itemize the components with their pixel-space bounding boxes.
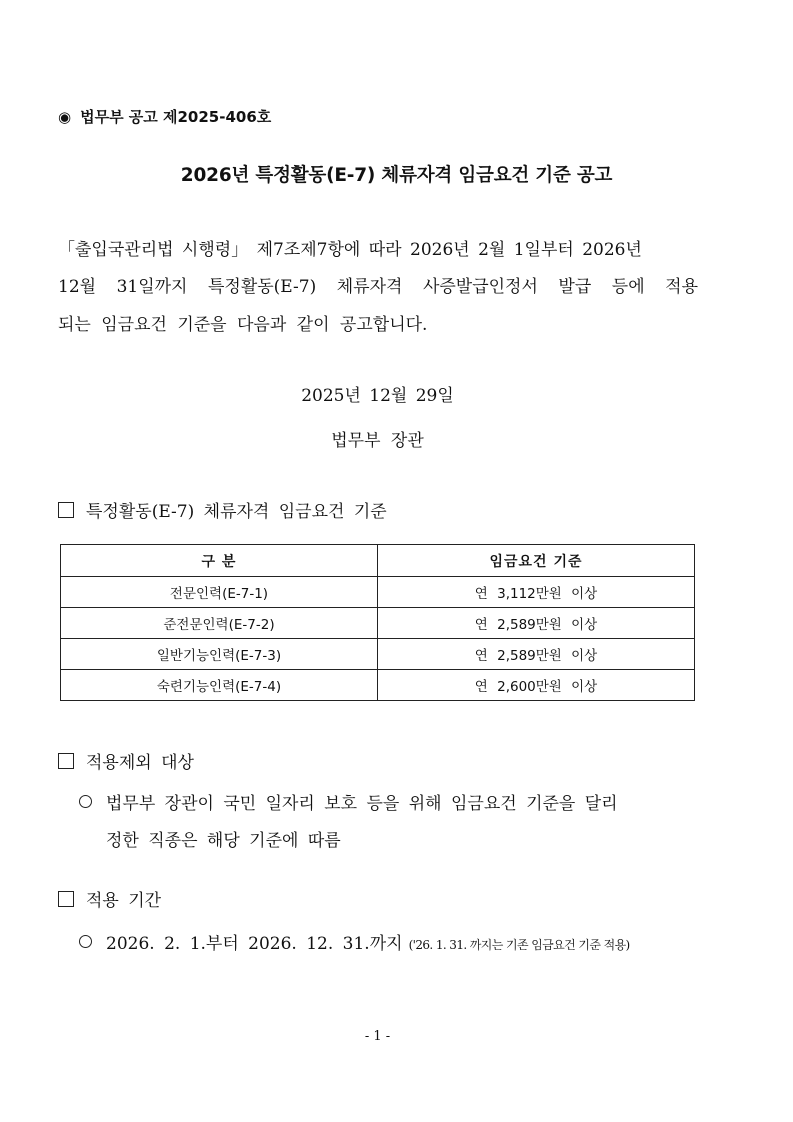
table-row [61, 670, 695, 701]
checkbox-square-icon [58, 753, 74, 769]
document-title: 2026년 특정활동(E-7) 체류자격 임금요건 기준 공고 [180, 165, 613, 186]
intro-line-1: 「출입국관리법 시행령」 제7조제7항에 따라 2026년 2월 1일부터 2026년 [58, 240, 642, 260]
row-category: 준전문인력(E-7-2) [61, 608, 378, 639]
exemption-bullet [79, 789, 618, 814]
notice-number [58, 106, 271, 127]
row-category: 숙련기능인력(E-7-4) [61, 670, 378, 701]
wage-criteria-table [60, 544, 695, 701]
row-requirement: 연 2,589만원 이상 [378, 639, 695, 670]
table-row [61, 639, 695, 670]
circle-bullet-icon [79, 935, 92, 948]
notice-date: 2025년 12월 29일 [301, 386, 454, 406]
intro-line-2: 12월 31일까지 특정활동(E-7) 체류자격 사증발급인정서 발급 등에 적용 [58, 277, 698, 297]
exemption-text-line-2: 정한 직종은 해당 기준에 따름 [106, 831, 341, 851]
row-requirement: 연 2,589만원 이상 [378, 608, 695, 639]
header-requirement: 임금요건 기준 [378, 545, 695, 577]
intro-line-3: 되는 임금요건 기준을 다음과 같이 공고합니다. [58, 315, 428, 335]
table-header-row [61, 545, 695, 577]
page-number: - 1 - [364, 1029, 391, 1044]
exemption-text-line-1: 법무부 장관이 국민 일자리 보호 등을 위해 임금요건 기준을 달리 [106, 794, 618, 814]
notice-number-text: 법무부 공고 제2025-406호 [80, 108, 272, 126]
row-requirement: 연 3,112만원 이상 [378, 577, 695, 608]
period-text: 2026. 2. 1.부터 2026. 12. 31.까지 [106, 934, 403, 954]
section-wage-criteria-heading [58, 497, 387, 522]
table-row [61, 577, 695, 608]
section-exemption-heading [58, 748, 194, 773]
checkbox-square-icon [58, 891, 74, 907]
row-category: 전문인력(E-7-1) [61, 577, 378, 608]
period-bullet [79, 929, 630, 954]
circle-bullet-icon [79, 795, 92, 808]
issuer: 법무부 장관 [331, 431, 424, 451]
row-requirement: 연 2,600만원 이상 [378, 670, 695, 701]
table-row [61, 608, 695, 639]
header-category: 구 분 [61, 545, 378, 577]
period-note: ('26. 1. 31. 까지는 기존 임금요건 기준 적용) [408, 938, 630, 952]
section-period-heading [58, 886, 161, 911]
notice-bullet-icon: ◉ [58, 108, 72, 126]
checkbox-square-icon [58, 502, 74, 518]
section-exemption-title: 적용제외 대상 [86, 753, 194, 773]
section-period-title: 적용 기간 [86, 891, 162, 911]
section-wage-criteria-title: 특정활동(E-7) 체류자격 임금요건 기준 [86, 502, 387, 522]
row-category: 일반기능인력(E-7-3) [61, 639, 378, 670]
